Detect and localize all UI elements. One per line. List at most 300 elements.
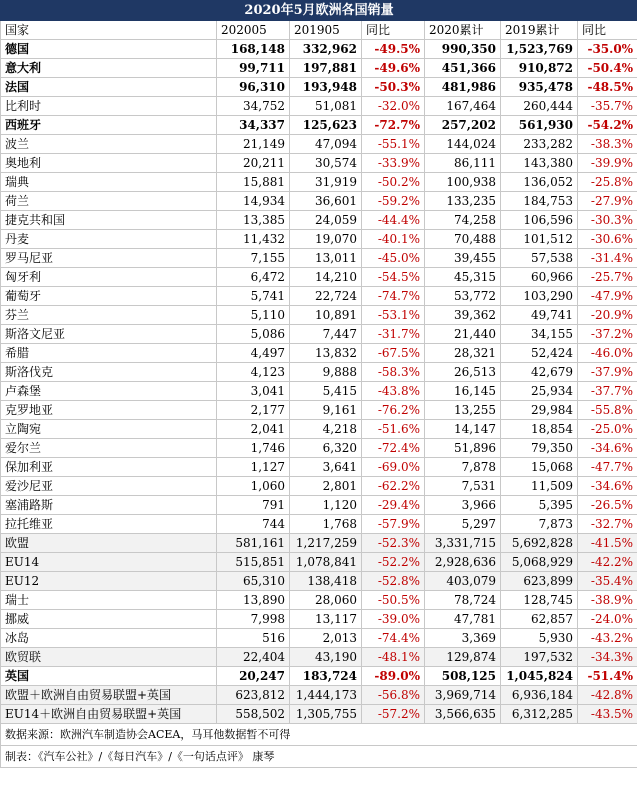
cell-yoy-month: -72.7% <box>362 116 425 135</box>
cell-may-2020: 7,155 <box>217 249 290 268</box>
cell-country: 欧贸联 <box>1 648 217 667</box>
cell-yoy-month: -57.9% <box>362 515 425 534</box>
cell-country: 瑞士 <box>1 591 217 610</box>
cell-yoy-month: -54.5% <box>362 268 425 287</box>
cell-may-2020: 96,310 <box>217 78 290 97</box>
cell-yoy-ytd: -24.0% <box>578 610 637 629</box>
cell-country: 奥地利 <box>1 154 217 173</box>
cell-ytd-2019: 57,538 <box>501 249 578 268</box>
cell-yoy-month: -50.2% <box>362 173 425 192</box>
table-row <box>1 40 637 59</box>
cell-country: 冰岛 <box>1 629 217 648</box>
cell-yoy-ytd: -25.7% <box>578 268 637 287</box>
cell-may-2019: 1,120 <box>290 496 362 515</box>
cell-ytd-2020: 3,969,714 <box>425 686 501 705</box>
cell-may-2019: 13,117 <box>290 610 362 629</box>
cell-yoy-month: -29.4% <box>362 496 425 515</box>
table-row <box>1 382 637 401</box>
cell-may-2019: 138,418 <box>290 572 362 591</box>
cell-ytd-2020: 13,255 <box>425 401 501 420</box>
cell-may-2019: 193,948 <box>290 78 362 97</box>
cell-ytd-2019: 6,936,184 <box>501 686 578 705</box>
cell-yoy-ytd: -31.4% <box>578 249 637 268</box>
cell-may-2020: 20,247 <box>217 667 290 686</box>
cell-may-2020: 5,086 <box>217 325 290 344</box>
cell-country: 保加利亚 <box>1 458 217 477</box>
cell-may-2020: 1,060 <box>217 477 290 496</box>
cell-yoy-ytd: -38.9% <box>578 591 637 610</box>
cell-ytd-2019: 6,312,285 <box>501 705 578 724</box>
cell-ytd-2020: 26,513 <box>425 363 501 382</box>
cell-ytd-2020: 3,369 <box>425 629 501 648</box>
cell-ytd-2020: 167,464 <box>425 97 501 116</box>
cell-may-2019: 4,218 <box>290 420 362 439</box>
cell-country: 爱尔兰 <box>1 439 217 458</box>
cell-country: 立陶宛 <box>1 420 217 439</box>
cell-ytd-2020: 508,125 <box>425 667 501 686</box>
cell-ytd-2019: 7,873 <box>501 515 578 534</box>
table-row <box>1 116 637 135</box>
table-row <box>1 496 637 515</box>
cell-may-2019: 51,081 <box>290 97 362 116</box>
cell-yoy-ytd: -38.3% <box>578 135 637 154</box>
table-row <box>1 173 637 192</box>
cell-yoy-ytd: -34.6% <box>578 477 637 496</box>
cell-yoy-month: -33.9% <box>362 154 425 173</box>
cell-country: 拉托维亚 <box>1 515 217 534</box>
cell-country: EU14＋欧洲自由贸易联盟+英国 <box>1 705 217 724</box>
cell-may-2020: 1,746 <box>217 439 290 458</box>
cell-yoy-ytd: -35.7% <box>578 97 637 116</box>
table-row <box>1 192 637 211</box>
cell-may-2020: 7,998 <box>217 610 290 629</box>
cell-country: 英国 <box>1 667 217 686</box>
cell-yoy-month: -45.0% <box>362 249 425 268</box>
cell-ytd-2020: 3,331,715 <box>425 534 501 553</box>
cell-may-2019: 1,217,259 <box>290 534 362 553</box>
cell-ytd-2019: 935,478 <box>501 78 578 97</box>
cell-yoy-month: -49.5% <box>362 40 425 59</box>
cell-may-2020: 2,177 <box>217 401 290 420</box>
cell-ytd-2019: 5,930 <box>501 629 578 648</box>
cell-may-2020: 5,741 <box>217 287 290 306</box>
table-row <box>1 439 637 458</box>
cell-yoy-month: -57.2% <box>362 705 425 724</box>
cell-ytd-2020: 100,938 <box>425 173 501 192</box>
cell-ytd-2020: 74,258 <box>425 211 501 230</box>
cell-may-2020: 13,890 <box>217 591 290 610</box>
cell-ytd-2019: 11,509 <box>501 477 578 496</box>
cell-may-2019: 1,305,755 <box>290 705 362 724</box>
cell-country: 希腊 <box>1 344 217 363</box>
cell-ytd-2020: 16,145 <box>425 382 501 401</box>
table-row <box>1 287 637 306</box>
cell-may-2020: 65,310 <box>217 572 290 591</box>
cell-yoy-month: -56.8% <box>362 686 425 705</box>
cell-may-2019: 31,919 <box>290 173 362 192</box>
cell-may-2019: 1,768 <box>290 515 362 534</box>
cell-yoy-month: -31.7% <box>362 325 425 344</box>
cell-may-2020: 20,211 <box>217 154 290 173</box>
cell-ytd-2019: 1,045,824 <box>501 667 578 686</box>
cell-yoy-ytd: -30.3% <box>578 211 637 230</box>
cell-yoy-ytd: -50.4% <box>578 59 637 78</box>
cell-may-2019: 6,320 <box>290 439 362 458</box>
cell-ytd-2019: 34,155 <box>501 325 578 344</box>
cell-ytd-2019: 623,899 <box>501 572 578 591</box>
cell-ytd-2019: 106,596 <box>501 211 578 230</box>
table-row <box>1 610 637 629</box>
table-row <box>1 401 637 420</box>
cell-may-2020: 14,934 <box>217 192 290 211</box>
cell-may-2020: 791 <box>217 496 290 515</box>
cell-may-2020: 168,148 <box>217 40 290 59</box>
table-row <box>1 420 637 439</box>
header-2019-cumulative: 2019累计 <box>501 21 578 40</box>
cell-may-2020: 4,497 <box>217 344 290 363</box>
cell-yoy-month: -48.1% <box>362 648 425 667</box>
table-row <box>1 591 637 610</box>
cell-yoy-ytd: -20.9% <box>578 306 637 325</box>
cell-may-2019: 22,724 <box>290 287 362 306</box>
cell-may-2019: 1,444,173 <box>290 686 362 705</box>
cell-ytd-2019: 29,984 <box>501 401 578 420</box>
cell-ytd-2020: 28,321 <box>425 344 501 363</box>
cell-ytd-2020: 2,928,636 <box>425 553 501 572</box>
header-201905: 201905 <box>290 21 362 40</box>
cell-ytd-2020: 3,966 <box>425 496 501 515</box>
table-row <box>1 648 637 667</box>
cell-yoy-month: -89.0% <box>362 667 425 686</box>
table-row <box>1 154 637 173</box>
cell-may-2020: 5,110 <box>217 306 290 325</box>
cell-ytd-2019: 561,930 <box>501 116 578 135</box>
cell-ytd-2019: 52,424 <box>501 344 578 363</box>
cell-may-2019: 1,078,841 <box>290 553 362 572</box>
cell-yoy-month: -39.0% <box>362 610 425 629</box>
cell-ytd-2020: 481,986 <box>425 78 501 97</box>
cell-ytd-2019: 910,872 <box>501 59 578 78</box>
table-row <box>1 249 637 268</box>
cell-yoy-ytd: -26.5% <box>578 496 637 515</box>
cell-yoy-ytd: -30.6% <box>578 230 637 249</box>
cell-ytd-2020: 129,874 <box>425 648 501 667</box>
cell-country: 法国 <box>1 78 217 97</box>
cell-yoy-ytd: -54.2% <box>578 116 637 135</box>
header-202005: 202005 <box>217 21 290 40</box>
cell-ytd-2020: 990,350 <box>425 40 501 59</box>
cell-may-2019: 14,210 <box>290 268 362 287</box>
table-row <box>1 534 637 553</box>
cell-yoy-ytd: -47.9% <box>578 287 637 306</box>
cell-ytd-2020: 47,781 <box>425 610 501 629</box>
cell-ytd-2019: 49,741 <box>501 306 578 325</box>
cell-may-2020: 34,752 <box>217 97 290 116</box>
cell-ytd-2020: 451,366 <box>425 59 501 78</box>
cell-country: EU14 <box>1 553 217 572</box>
cell-yoy-month: -59.2% <box>362 192 425 211</box>
cell-country: 斯洛伐克 <box>1 363 217 382</box>
cell-may-2019: 43,190 <box>290 648 362 667</box>
source-note: 数据来源：欧洲汽车制造协会ACEA，马耳他数据暂不可得 <box>1 724 637 746</box>
cell-ytd-2020: 78,724 <box>425 591 501 610</box>
header-yoy-month: 同比 <box>362 21 425 40</box>
cell-yoy-month: -74.4% <box>362 629 425 648</box>
credit-note: 制表：《汽车公社》/《每日汽车》/《一句话点评》 康琴 <box>1 746 637 768</box>
cell-yoy-month: -51.6% <box>362 420 425 439</box>
cell-yoy-ytd: -37.2% <box>578 325 637 344</box>
header-2020-cumulative: 2020累计 <box>425 21 501 40</box>
cell-country: 斯洛文尼亚 <box>1 325 217 344</box>
cell-may-2019: 19,070 <box>290 230 362 249</box>
cell-may-2020: 15,881 <box>217 173 290 192</box>
cell-may-2020: 1,127 <box>217 458 290 477</box>
cell-country: 挪威 <box>1 610 217 629</box>
cell-yoy-ytd: -48.5% <box>578 78 637 97</box>
cell-yoy-month: -53.1% <box>362 306 425 325</box>
cell-may-2019: 13,011 <box>290 249 362 268</box>
cell-ytd-2020: 133,235 <box>425 192 501 211</box>
cell-ytd-2019: 62,857 <box>501 610 578 629</box>
table-row <box>1 667 637 686</box>
table-row <box>1 572 637 591</box>
cell-ytd-2019: 5,068,929 <box>501 553 578 572</box>
cell-may-2020: 34,337 <box>217 116 290 135</box>
cell-may-2020: 516 <box>217 629 290 648</box>
cell-may-2019: 30,574 <box>290 154 362 173</box>
table-body <box>1 40 637 724</box>
cell-ytd-2020: 5,297 <box>425 515 501 534</box>
cell-may-2020: 99,711 <box>217 59 290 78</box>
cell-country: 意大利 <box>1 59 217 78</box>
cell-ytd-2019: 197,532 <box>501 648 578 667</box>
cell-yoy-ytd: -35.0% <box>578 40 637 59</box>
cell-ytd-2019: 25,934 <box>501 382 578 401</box>
cell-may-2020: 581,161 <box>217 534 290 553</box>
cell-ytd-2019: 15,068 <box>501 458 578 477</box>
cell-yoy-ytd: -35.4% <box>578 572 637 591</box>
cell-yoy-month: -52.2% <box>362 553 425 572</box>
cell-yoy-ytd: -34.6% <box>578 439 637 458</box>
cell-yoy-month: -76.2% <box>362 401 425 420</box>
table-title: 2020年5月欧洲各国销量 <box>1 1 637 21</box>
cell-may-2019: 36,601 <box>290 192 362 211</box>
cell-yoy-ytd: -41.5% <box>578 534 637 553</box>
cell-ytd-2019: 42,679 <box>501 363 578 382</box>
cell-ytd-2019: 101,512 <box>501 230 578 249</box>
table-row <box>1 268 637 287</box>
cell-country: 西班牙 <box>1 116 217 135</box>
cell-ytd-2020: 39,362 <box>425 306 501 325</box>
cell-country: 罗马尼亚 <box>1 249 217 268</box>
cell-yoy-ytd: -55.8% <box>578 401 637 420</box>
cell-yoy-month: -72.4% <box>362 439 425 458</box>
cell-may-2020: 623,812 <box>217 686 290 705</box>
cell-yoy-month: -62.2% <box>362 477 425 496</box>
cell-yoy-month: -55.1% <box>362 135 425 154</box>
cell-ytd-2020: 53,772 <box>425 287 501 306</box>
cell-ytd-2020: 45,315 <box>425 268 501 287</box>
cell-ytd-2019: 233,282 <box>501 135 578 154</box>
cell-may-2019: 9,888 <box>290 363 362 382</box>
table-row <box>1 458 637 477</box>
cell-ytd-2019: 143,380 <box>501 154 578 173</box>
cell-may-2020: 21,149 <box>217 135 290 154</box>
cell-ytd-2019: 5,395 <box>501 496 578 515</box>
table-row <box>1 78 637 97</box>
table-row <box>1 553 637 572</box>
cell-yoy-month: -43.8% <box>362 382 425 401</box>
cell-ytd-2020: 86,111 <box>425 154 501 173</box>
cell-may-2019: 7,447 <box>290 325 362 344</box>
cell-yoy-month: -69.0% <box>362 458 425 477</box>
cell-yoy-ytd: -34.3% <box>578 648 637 667</box>
cell-country: 卢森堡 <box>1 382 217 401</box>
cell-country: 比利时 <box>1 97 217 116</box>
cell-yoy-month: -50.5% <box>362 591 425 610</box>
cell-may-2019: 2,801 <box>290 477 362 496</box>
cell-yoy-month: -52.3% <box>362 534 425 553</box>
cell-may-2019: 9,161 <box>290 401 362 420</box>
cell-country: 捷克共和国 <box>1 211 217 230</box>
cell-yoy-month: -44.4% <box>362 211 425 230</box>
cell-ytd-2020: 257,202 <box>425 116 501 135</box>
cell-yoy-month: -40.1% <box>362 230 425 249</box>
cell-yoy-month: -58.3% <box>362 363 425 382</box>
cell-may-2020: 558,502 <box>217 705 290 724</box>
table-row <box>1 135 637 154</box>
cell-yoy-ytd: -42.2% <box>578 553 637 572</box>
cell-ytd-2020: 51,896 <box>425 439 501 458</box>
cell-may-2020: 11,432 <box>217 230 290 249</box>
cell-may-2020: 515,851 <box>217 553 290 572</box>
cell-yoy-ytd: -47.7% <box>578 458 637 477</box>
cell-ytd-2020: 7,878 <box>425 458 501 477</box>
cell-yoy-month: -49.6% <box>362 59 425 78</box>
table-row <box>1 686 637 705</box>
cell-may-2019: 10,891 <box>290 306 362 325</box>
cell-ytd-2019: 103,290 <box>501 287 578 306</box>
cell-yoy-ytd: -42.8% <box>578 686 637 705</box>
cell-ytd-2020: 144,024 <box>425 135 501 154</box>
cell-ytd-2019: 260,444 <box>501 97 578 116</box>
cell-may-2020: 22,404 <box>217 648 290 667</box>
cell-ytd-2019: 5,692,828 <box>501 534 578 553</box>
cell-may-2019: 332,962 <box>290 40 362 59</box>
cell-country: 欧盟＋欧洲自由贸易联盟+英国 <box>1 686 217 705</box>
cell-ytd-2020: 3,566,635 <box>425 705 501 724</box>
header-country: 国家 <box>1 21 217 40</box>
cell-may-2019: 183,724 <box>290 667 362 686</box>
cell-ytd-2019: 1,523,769 <box>501 40 578 59</box>
table-row <box>1 705 637 724</box>
cell-may-2019: 2,013 <box>290 629 362 648</box>
cell-yoy-ytd: -51.4% <box>578 667 637 686</box>
table-row <box>1 344 637 363</box>
table-row <box>1 59 637 78</box>
cell-yoy-ytd: -25.0% <box>578 420 637 439</box>
cell-yoy-ytd: -32.7% <box>578 515 637 534</box>
cell-yoy-ytd: -43.5% <box>578 705 637 724</box>
cell-country: 丹麦 <box>1 230 217 249</box>
cell-ytd-2019: 136,052 <box>501 173 578 192</box>
cell-may-2020: 6,472 <box>217 268 290 287</box>
cell-yoy-ytd: -37.9% <box>578 363 637 382</box>
cell-country: 波兰 <box>1 135 217 154</box>
cell-ytd-2020: 14,147 <box>425 420 501 439</box>
cell-ytd-2019: 79,350 <box>501 439 578 458</box>
cell-yoy-month: -74.7% <box>362 287 425 306</box>
cell-may-2019: 197,881 <box>290 59 362 78</box>
cell-yoy-ytd: -37.7% <box>578 382 637 401</box>
cell-yoy-month: -50.3% <box>362 78 425 97</box>
cell-may-2019: 125,623 <box>290 116 362 135</box>
cell-yoy-ytd: -27.9% <box>578 192 637 211</box>
cell-country: 欧盟 <box>1 534 217 553</box>
cell-ytd-2020: 403,079 <box>425 572 501 591</box>
cell-country: 荷兰 <box>1 192 217 211</box>
cell-yoy-ytd: -25.8% <box>578 173 637 192</box>
cell-country: 克罗地亚 <box>1 401 217 420</box>
cell-may-2019: 24,059 <box>290 211 362 230</box>
table-row <box>1 629 637 648</box>
cell-yoy-month: -32.0% <box>362 97 425 116</box>
table-row <box>1 477 637 496</box>
cell-yoy-ytd: -39.9% <box>578 154 637 173</box>
cell-country: 葡萄牙 <box>1 287 217 306</box>
cell-may-2019: 28,060 <box>290 591 362 610</box>
cell-country: 塞浦路斯 <box>1 496 217 515</box>
cell-yoy-ytd: -46.0% <box>578 344 637 363</box>
cell-ytd-2019: 128,745 <box>501 591 578 610</box>
cell-ytd-2020: 39,455 <box>425 249 501 268</box>
cell-country: 爱沙尼亚 <box>1 477 217 496</box>
cell-yoy-ytd: -43.2% <box>578 629 637 648</box>
cell-yoy-month: -67.5% <box>362 344 425 363</box>
cell-may-2019: 3,641 <box>290 458 362 477</box>
cell-may-2020: 744 <box>217 515 290 534</box>
table-row <box>1 97 637 116</box>
cell-may-2020: 4,123 <box>217 363 290 382</box>
cell-country: EU12 <box>1 572 217 591</box>
cell-may-2020: 2,041 <box>217 420 290 439</box>
cell-ytd-2020: 7,531 <box>425 477 501 496</box>
table-row <box>1 211 637 230</box>
cell-yoy-month: -52.8% <box>362 572 425 591</box>
cell-country: 瑞典 <box>1 173 217 192</box>
cell-may-2019: 47,094 <box>290 135 362 154</box>
table-row <box>1 230 637 249</box>
table-row <box>1 306 637 325</box>
cell-ytd-2020: 70,488 <box>425 230 501 249</box>
header-row <box>1 21 637 40</box>
cell-country: 德国 <box>1 40 217 59</box>
table-row <box>1 515 637 534</box>
cell-may-2019: 13,832 <box>290 344 362 363</box>
cell-may-2020: 13,385 <box>217 211 290 230</box>
cell-ytd-2019: 18,854 <box>501 420 578 439</box>
header-yoy-cumulative: 同比 <box>578 21 637 40</box>
cell-may-2019: 5,415 <box>290 382 362 401</box>
cell-country: 匈牙利 <box>1 268 217 287</box>
cell-ytd-2019: 184,753 <box>501 192 578 211</box>
cell-may-2020: 3,041 <box>217 382 290 401</box>
table-row <box>1 325 637 344</box>
cell-ytd-2019: 60,966 <box>501 268 578 287</box>
cell-ytd-2020: 21,440 <box>425 325 501 344</box>
table-row <box>1 363 637 382</box>
cell-country: 芬兰 <box>1 306 217 325</box>
